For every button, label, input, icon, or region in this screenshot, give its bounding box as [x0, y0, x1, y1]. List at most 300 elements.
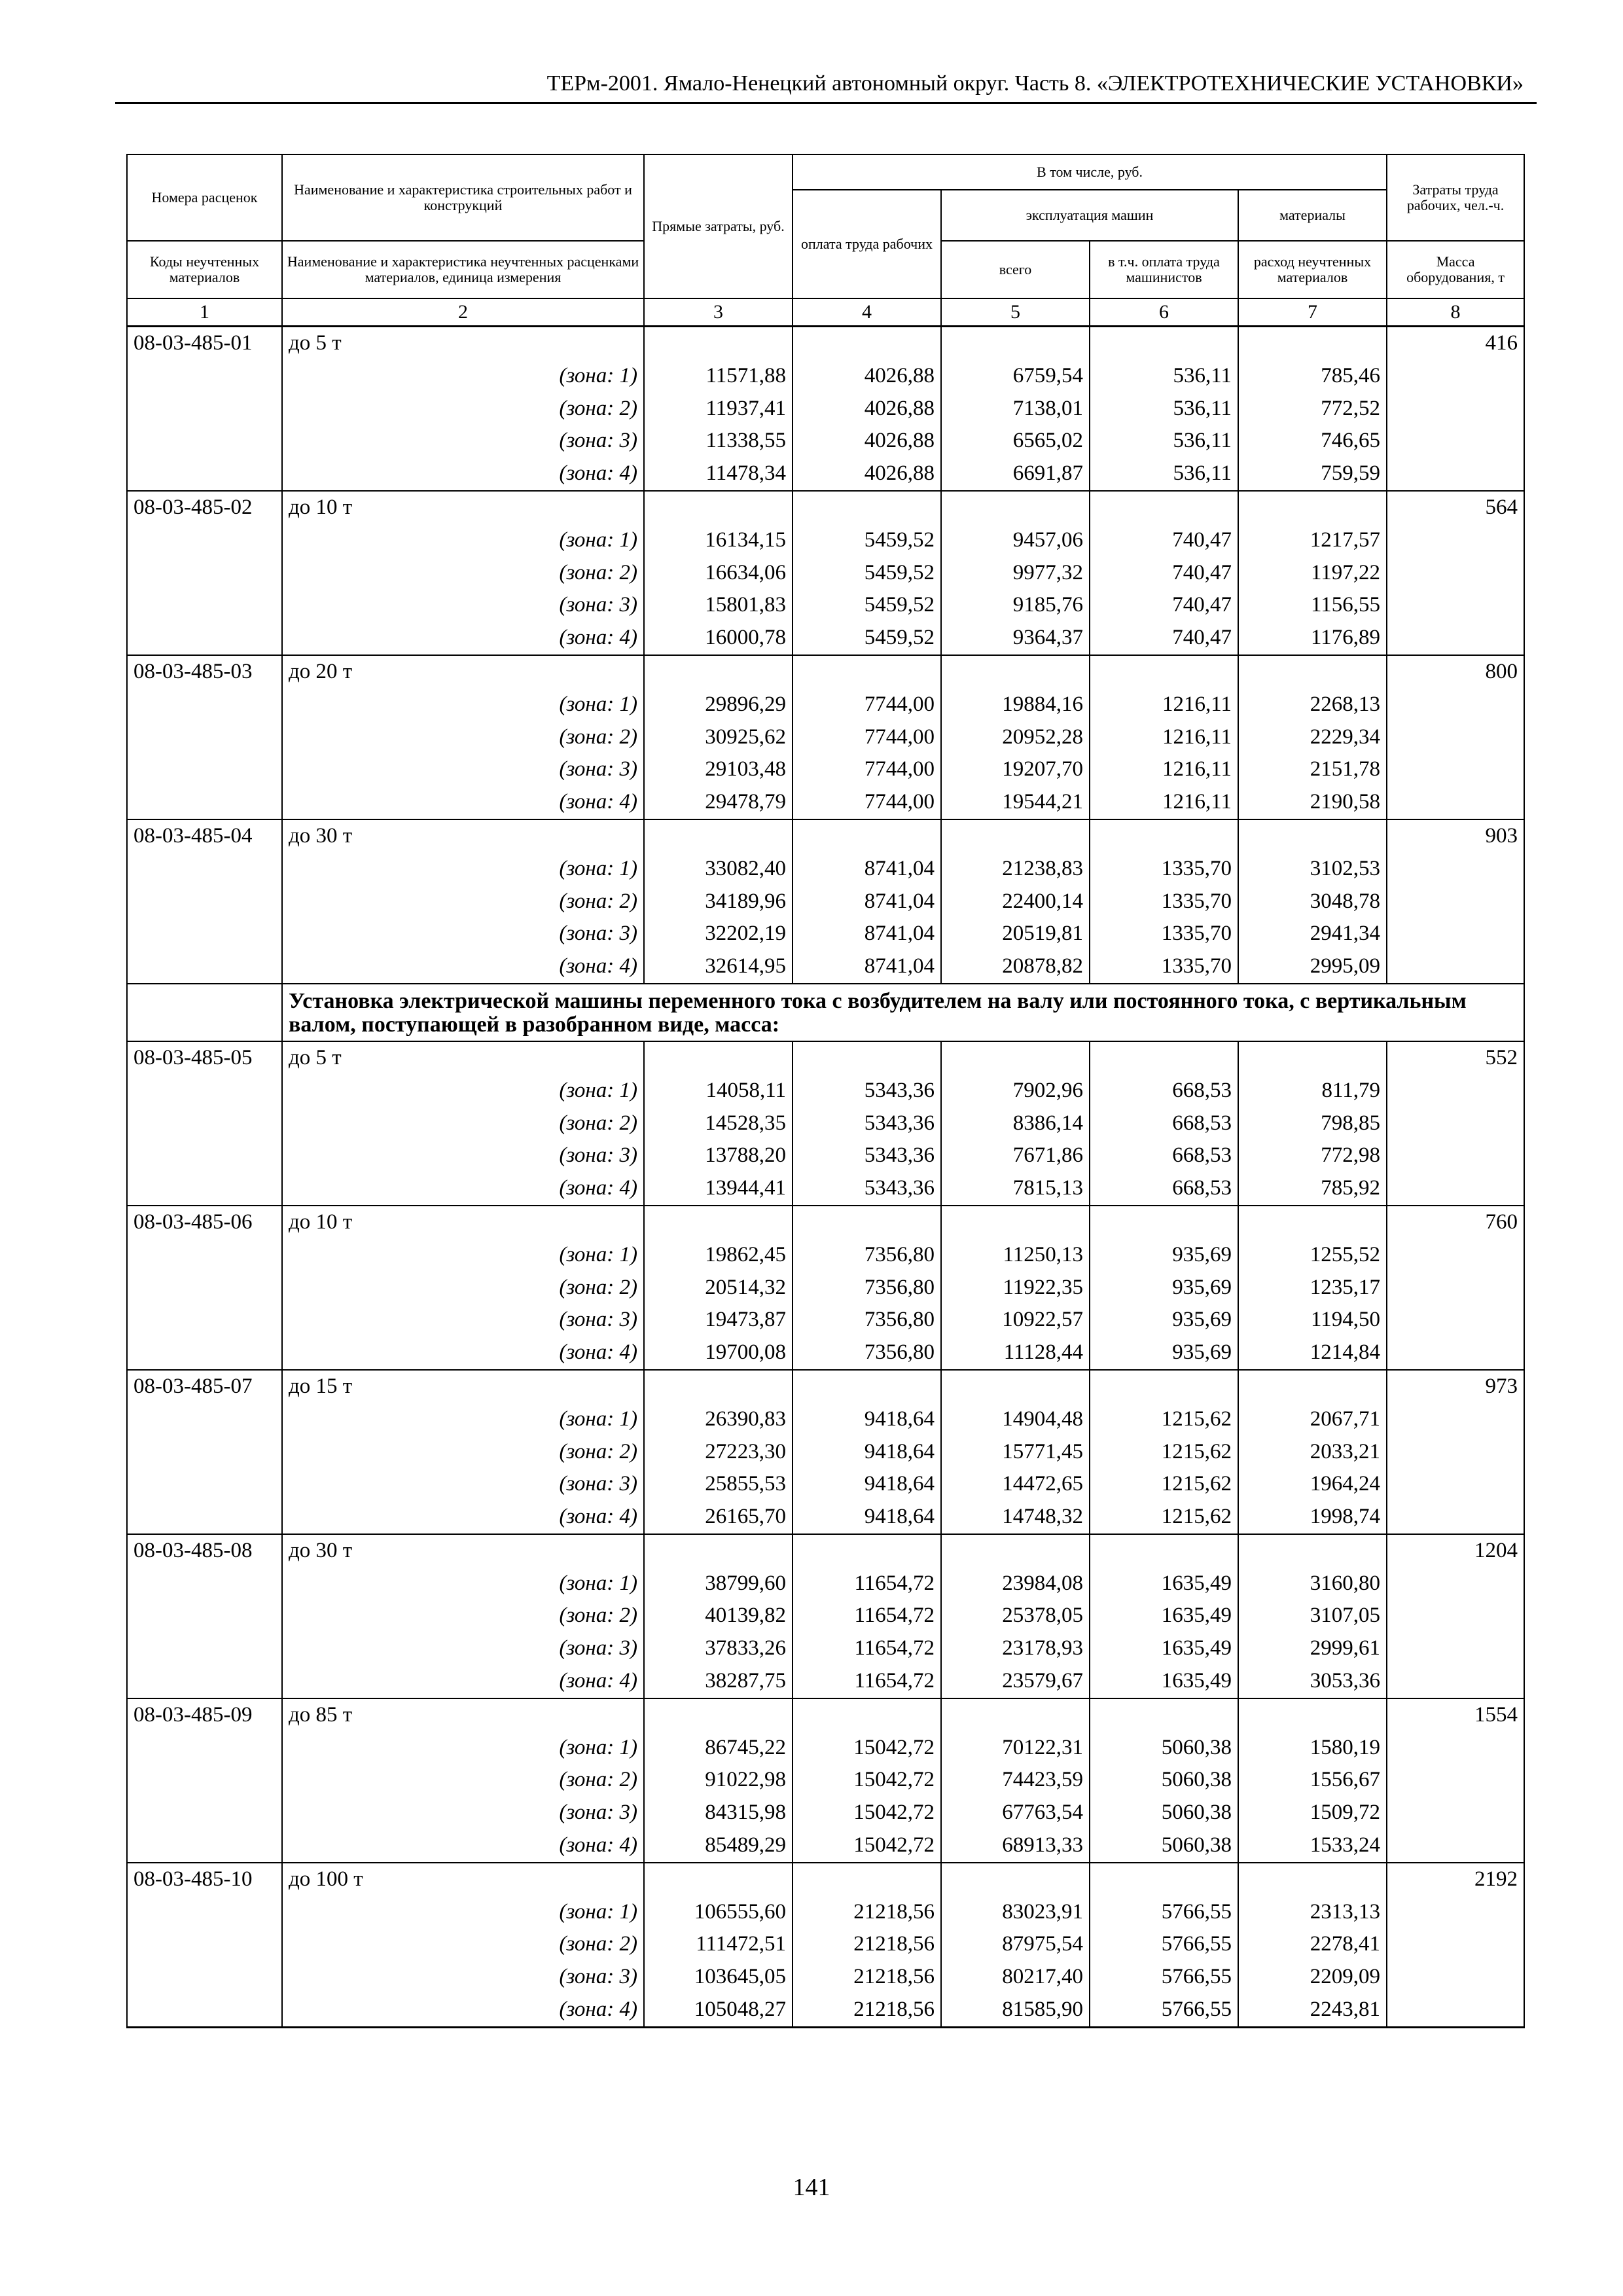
empty-cell — [1090, 1206, 1238, 1239]
zone-value: 87975,54 — [941, 1928, 1090, 1961]
empty-cell — [1387, 1272, 1524, 1304]
zone-value: 11571,88 — [644, 360, 793, 393]
zone-value: 7671,86 — [941, 1139, 1090, 1172]
zone-value: 772,98 — [1238, 1139, 1387, 1172]
rate-row — [127, 655, 1524, 689]
zone-value: 14904,48 — [941, 1403, 1090, 1436]
zone-row — [127, 1994, 1524, 2027]
zone-label: (зона: 2) — [282, 557, 644, 590]
zone-value: 32202,19 — [644, 918, 793, 950]
section-title: Установка электрической машины переменного тока с возбудителем на валу или постоянного тока, с вертикальным валом, поступающей в разобранном виде, масса: — [282, 984, 1524, 1041]
zone-value: 536,11 — [1090, 425, 1238, 457]
zone-value: 9977,32 — [941, 557, 1090, 590]
rate-code: 08-03-485-07 — [127, 1370, 282, 1403]
zone-label: (зона: 2) — [282, 1272, 644, 1304]
zone-value: 8741,04 — [793, 886, 941, 918]
zone-value: 1255,52 — [1238, 1239, 1387, 1272]
zone-value: 1235,17 — [1238, 1272, 1387, 1304]
zone-value: 3048,78 — [1238, 886, 1387, 918]
empty-cell — [1090, 655, 1238, 689]
zone-value: 7138,01 — [941, 393, 1090, 425]
empty-cell — [1387, 689, 1524, 721]
empty-cell — [941, 1370, 1090, 1403]
zone-value: 16134,15 — [644, 524, 793, 557]
empty-cell — [1387, 1304, 1524, 1336]
rate-code: 08-03-485-08 — [127, 1534, 282, 1568]
zone-row — [127, 1896, 1524, 1929]
empty-cell — [1387, 1468, 1524, 1501]
zone-value: 11478,34 — [644, 457, 793, 491]
zone-value: 7815,13 — [941, 1172, 1090, 1206]
zone-value: 13788,20 — [644, 1139, 793, 1172]
zone-value: 740,47 — [1090, 557, 1238, 590]
machines-header: эксплуатация машин — [941, 190, 1238, 241]
empty-cell — [1090, 327, 1238, 360]
zone-value: 740,47 — [1090, 589, 1238, 622]
zone-value: 14748,32 — [941, 1501, 1090, 1534]
zone-row — [127, 1797, 1524, 1829]
empty-cell — [793, 1370, 941, 1403]
zone-row — [127, 1961, 1524, 1994]
empty-cell — [793, 1698, 941, 1732]
empty-cell — [127, 689, 282, 721]
empty-cell — [941, 1534, 1090, 1568]
empty-cell — [1387, 753, 1524, 786]
zone-value: 111472,51 — [644, 1928, 793, 1961]
zone-value: 9418,64 — [793, 1436, 941, 1469]
rate-name: до 20 т — [282, 655, 644, 689]
zone-value: 37833,26 — [644, 1632, 793, 1665]
zone-value: 68913,33 — [941, 1829, 1090, 1863]
zone-value: 15042,72 — [793, 1829, 941, 1863]
zone-value: 8741,04 — [793, 853, 941, 886]
zone-label: (зона: 3) — [282, 1797, 644, 1829]
col1-subheader: Коды неучтенных материалов — [127, 241, 282, 298]
zone-row — [127, 1239, 1524, 1272]
empty-cell — [127, 1829, 282, 1863]
zone-value: 1964,24 — [1238, 1468, 1387, 1501]
zone-value: 1216,11 — [1090, 786, 1238, 819]
zone-value: 1335,70 — [1090, 853, 1238, 886]
zone-value: 9418,64 — [793, 1501, 941, 1534]
zone-value: 811,79 — [1238, 1075, 1387, 1107]
empty-cell — [1387, 524, 1524, 557]
rate-row — [127, 1534, 1524, 1568]
empty-cell — [644, 655, 793, 689]
empty-cell — [941, 1206, 1090, 1239]
rate-labor: 973 — [1387, 1370, 1524, 1403]
zone-value: 4026,88 — [793, 393, 941, 425]
zone-value: 9418,64 — [793, 1403, 941, 1436]
zone-value: 23178,93 — [941, 1632, 1090, 1665]
zone-label: (зона: 4) — [282, 950, 644, 984]
empty-cell — [1387, 1632, 1524, 1665]
zone-label: (зона: 2) — [282, 393, 644, 425]
empty-cell — [1387, 457, 1524, 491]
zone-row — [127, 360, 1524, 393]
zone-value: 7744,00 — [793, 721, 941, 754]
empty-cell — [1387, 622, 1524, 655]
col2-header: Наименование и характеристика строительных работ и конструкций — [282, 154, 644, 241]
empty-cell — [127, 753, 282, 786]
page-number: 141 — [793, 2174, 830, 2201]
zone-value: 4026,88 — [793, 360, 941, 393]
zone-value: 15042,72 — [793, 1797, 941, 1829]
zone-value: 23579,67 — [941, 1665, 1090, 1698]
zone-row — [127, 1468, 1524, 1501]
zone-value: 11654,72 — [793, 1600, 941, 1632]
zone-value: 74423,59 — [941, 1764, 1090, 1797]
incl-header: В том числе, руб. — [793, 154, 1387, 190]
rate-code: 08-03-485-05 — [127, 1041, 282, 1075]
zone-row — [127, 1829, 1524, 1863]
zone-value: 5459,52 — [793, 589, 941, 622]
empty-cell — [127, 1568, 282, 1600]
zone-label: (зона: 3) — [282, 1139, 644, 1172]
empty-cell — [127, 622, 282, 655]
zone-value: 2229,34 — [1238, 721, 1387, 754]
zone-value: 5060,38 — [1090, 1797, 1238, 1829]
zone-value: 84315,98 — [644, 1797, 793, 1829]
zone-row — [127, 393, 1524, 425]
empty-cell — [644, 491, 793, 524]
zone-value: 81585,90 — [941, 1994, 1090, 2027]
empty-cell — [1387, 1436, 1524, 1469]
zone-value: 1216,11 — [1090, 689, 1238, 721]
rate-row — [127, 1698, 1524, 1732]
empty-cell — [127, 1239, 282, 1272]
running-header — [115, 65, 1537, 104]
empty-cell — [1238, 1041, 1387, 1075]
zone-label: (зона: 3) — [282, 425, 644, 457]
zone-row — [127, 1304, 1524, 1336]
empty-cell — [127, 393, 282, 425]
zone-label: (зона: 4) — [282, 1665, 644, 1698]
zone-value: 103645,05 — [644, 1961, 793, 1994]
empty-cell — [644, 1041, 793, 1075]
zone-value: 85489,29 — [644, 1829, 793, 1863]
rate-name: до 100 т — [282, 1863, 644, 1896]
col-number: 8 — [1387, 298, 1524, 327]
zone-value: 1635,49 — [1090, 1568, 1238, 1600]
zone-row — [127, 524, 1524, 557]
zone-value: 9418,64 — [793, 1468, 941, 1501]
zone-value: 5060,38 — [1090, 1829, 1238, 1863]
zone-value: 1215,62 — [1090, 1436, 1238, 1469]
zone-label: (зона: 3) — [282, 1304, 644, 1336]
zone-value: 70122,31 — [941, 1732, 1090, 1765]
empty-cell — [127, 853, 282, 886]
empty-cell — [1387, 1139, 1524, 1172]
zone-value: 1556,67 — [1238, 1764, 1387, 1797]
zone-row — [127, 1336, 1524, 1370]
empty-cell — [1090, 1041, 1238, 1075]
zone-value: 2033,21 — [1238, 1436, 1387, 1469]
zone-value: 935,69 — [1090, 1239, 1238, 1272]
zone-row — [127, 1632, 1524, 1665]
zone-value: 9457,06 — [941, 524, 1090, 557]
empty-cell — [127, 557, 282, 590]
zone-value: 1335,70 — [1090, 918, 1238, 950]
empty-cell — [127, 1139, 282, 1172]
zone-value: 26390,83 — [644, 1403, 793, 1436]
rate-name: до 15 т — [282, 1370, 644, 1403]
empty-cell — [644, 1534, 793, 1568]
empty-cell — [1387, 393, 1524, 425]
zone-row — [127, 1107, 1524, 1140]
zone-value: 15042,72 — [793, 1764, 941, 1797]
zone-value: 10922,57 — [941, 1304, 1090, 1336]
zone-row — [127, 1403, 1524, 1436]
empty-cell — [127, 1501, 282, 1534]
zone-value: 29103,48 — [644, 753, 793, 786]
zone-label: (зона: 2) — [282, 1107, 644, 1140]
col6-header: в т.ч. оплата труда машинистов — [1090, 241, 1238, 298]
zone-label: (зона: 3) — [282, 1632, 644, 1665]
zone-value: 2209,09 — [1238, 1961, 1387, 1994]
zone-value: 9364,37 — [941, 622, 1090, 655]
empty-cell — [127, 1403, 282, 1436]
zone-value: 536,11 — [1090, 457, 1238, 491]
zone-value: 1197,22 — [1238, 557, 1387, 590]
section-row — [127, 984, 1524, 1041]
zone-value: 11922,35 — [941, 1272, 1090, 1304]
zone-value: 759,59 — [1238, 457, 1387, 491]
zone-value: 11338,55 — [644, 425, 793, 457]
rate-row — [127, 1206, 1524, 1239]
zone-value: 1580,19 — [1238, 1732, 1387, 1765]
zone-value: 3160,80 — [1238, 1568, 1387, 1600]
empty-cell — [1387, 1075, 1524, 1107]
zone-row — [127, 918, 1524, 950]
rate-name: до 10 т — [282, 1206, 644, 1239]
zone-value: 15771,45 — [941, 1436, 1090, 1469]
zone-value: 4026,88 — [793, 457, 941, 491]
zone-label: (зона: 3) — [282, 1468, 644, 1501]
zone-value: 38799,60 — [644, 1568, 793, 1600]
zone-label: (зона: 1) — [282, 1732, 644, 1765]
zone-value: 1176,89 — [1238, 622, 1387, 655]
empty-cell — [127, 1994, 282, 2027]
rate-labor: 800 — [1387, 655, 1524, 689]
zone-label: (зона: 1) — [282, 1403, 644, 1436]
zone-value: 19862,45 — [644, 1239, 793, 1272]
rate-code: 08-03-485-09 — [127, 1698, 282, 1732]
zone-value: 1335,70 — [1090, 950, 1238, 984]
zone-value: 5343,36 — [793, 1139, 941, 1172]
col8-header: Затраты труда рабочих, чел.-ч. — [1387, 154, 1524, 241]
rate-code: 08-03-485-06 — [127, 1206, 282, 1239]
empty-cell — [127, 1896, 282, 1929]
zone-value: 1216,11 — [1090, 721, 1238, 754]
zone-value: 1214,84 — [1238, 1336, 1387, 1370]
zone-value: 11654,72 — [793, 1665, 941, 1698]
zone-value: 6565,02 — [941, 425, 1090, 457]
table-body — [127, 327, 1524, 2028]
empty-cell — [127, 1436, 282, 1469]
zone-value: 2941,34 — [1238, 918, 1387, 950]
rates-table — [126, 154, 1525, 2028]
empty-cell — [1387, 950, 1524, 984]
zone-label: (зона: 3) — [282, 1961, 644, 1994]
zone-value: 5459,52 — [793, 622, 941, 655]
zone-label: (зона: 4) — [282, 457, 644, 491]
rate-name: до 5 т — [282, 1041, 644, 1075]
zone-value: 1635,49 — [1090, 1600, 1238, 1632]
zone-value: 19884,16 — [941, 689, 1090, 721]
empty-cell — [941, 1041, 1090, 1075]
rate-code: 08-03-485-10 — [127, 1863, 282, 1896]
zone-value: 935,69 — [1090, 1336, 1238, 1370]
zone-label: (зона: 1) — [282, 1568, 644, 1600]
col2-subheader: Наименование и характеристика неучтенных расценками материалов, единица измерения — [282, 241, 644, 298]
empty-cell — [793, 327, 941, 360]
zone-label: (зона: 2) — [282, 1600, 644, 1632]
empty-cell — [1387, 360, 1524, 393]
empty-cell — [1387, 1829, 1524, 1863]
zone-value: 33082,40 — [644, 853, 793, 886]
zone-value: 20878,82 — [941, 950, 1090, 984]
col1-header: Номера расценок — [127, 154, 282, 241]
empty-cell — [644, 1206, 793, 1239]
zone-label: (зона: 1) — [282, 853, 644, 886]
rate-name: до 85 т — [282, 1698, 644, 1732]
zone-value: 40139,82 — [644, 1600, 793, 1632]
empty-cell — [1387, 1600, 1524, 1632]
zone-value: 1194,50 — [1238, 1304, 1387, 1336]
empty-cell — [127, 360, 282, 393]
col3-header: Прямые затраты, руб. — [644, 154, 793, 298]
rate-code: 08-03-485-04 — [127, 819, 282, 853]
empty-cell — [127, 425, 282, 457]
empty-cell — [1387, 425, 1524, 457]
zone-label: (зона: 1) — [282, 360, 644, 393]
empty-cell — [127, 1304, 282, 1336]
zone-value: 3102,53 — [1238, 853, 1387, 886]
zone-value: 30925,62 — [644, 721, 793, 754]
zone-value: 21218,56 — [793, 1994, 941, 2027]
zone-value: 19207,70 — [941, 753, 1090, 786]
empty-cell — [1238, 327, 1387, 360]
zone-value: 1215,62 — [1090, 1501, 1238, 1534]
zone-value: 2268,13 — [1238, 689, 1387, 721]
empty-cell — [1387, 1764, 1524, 1797]
empty-cell — [127, 1632, 282, 1665]
zone-label: (зона: 3) — [282, 753, 644, 786]
col-number: 3 — [644, 298, 793, 327]
empty-cell — [1387, 589, 1524, 622]
rate-row — [127, 327, 1524, 360]
zone-value: 7902,96 — [941, 1075, 1090, 1107]
empty-cell — [127, 1732, 282, 1765]
col-number: 4 — [793, 298, 941, 327]
zone-label: (зона: 4) — [282, 1172, 644, 1206]
zone-value: 2243,81 — [1238, 1994, 1387, 2027]
zone-value: 106555,60 — [644, 1896, 793, 1929]
zone-value: 668,53 — [1090, 1075, 1238, 1107]
zone-value: 19473,87 — [644, 1304, 793, 1336]
empty-cell — [1238, 1863, 1387, 1896]
empty-cell — [1387, 1172, 1524, 1206]
zone-row — [127, 1732, 1524, 1765]
col7-header: расход неучтенных материалов — [1238, 241, 1387, 298]
zone-value: 1635,49 — [1090, 1632, 1238, 1665]
rate-row — [127, 819, 1524, 853]
zone-value: 27223,30 — [644, 1436, 793, 1469]
zone-row — [127, 1075, 1524, 1107]
zone-value: 9185,76 — [941, 589, 1090, 622]
zone-value: 5459,52 — [793, 524, 941, 557]
zone-value: 2278,41 — [1238, 1928, 1387, 1961]
empty-cell — [127, 886, 282, 918]
empty-cell — [793, 655, 941, 689]
zone-value: 8741,04 — [793, 950, 941, 984]
rate-name: до 5 т — [282, 327, 644, 360]
zone-value: 536,11 — [1090, 360, 1238, 393]
zone-label: (зона: 1) — [282, 1239, 644, 1272]
zone-value: 25855,53 — [644, 1468, 793, 1501]
empty-cell — [1387, 1107, 1524, 1140]
zone-value: 3053,36 — [1238, 1665, 1387, 1698]
empty-cell — [1090, 1370, 1238, 1403]
zone-label: (зона: 3) — [282, 918, 644, 950]
empty-cell — [1387, 557, 1524, 590]
zone-value: 20514,32 — [644, 1272, 793, 1304]
zone-value: 21238,83 — [941, 853, 1090, 886]
empty-cell — [941, 819, 1090, 853]
zone-value: 34189,96 — [644, 886, 793, 918]
zone-value: 11654,72 — [793, 1568, 941, 1600]
empty-cell — [1387, 886, 1524, 918]
zone-value: 29478,79 — [644, 786, 793, 819]
empty-cell — [1090, 819, 1238, 853]
empty-cell — [793, 819, 941, 853]
zone-row — [127, 1764, 1524, 1797]
zone-label: (зона: 2) — [282, 721, 644, 754]
empty-cell — [127, 1272, 282, 1304]
empty-cell — [1387, 721, 1524, 754]
zone-value: 7356,80 — [793, 1272, 941, 1304]
empty-cell — [127, 589, 282, 622]
zone-value: 2190,58 — [1238, 786, 1387, 819]
zone-value: 7356,80 — [793, 1336, 941, 1370]
empty-cell — [127, 918, 282, 950]
zone-label: (зона: 4) — [282, 622, 644, 655]
empty-cell — [127, 1075, 282, 1107]
zone-value: 5459,52 — [793, 557, 941, 590]
empty-cell — [1238, 491, 1387, 524]
zone-label: (зона: 1) — [282, 1075, 644, 1107]
zone-value: 5343,36 — [793, 1075, 941, 1107]
zone-value: 1998,74 — [1238, 1501, 1387, 1534]
zone-value: 3107,05 — [1238, 1600, 1387, 1632]
rate-labor: 1554 — [1387, 1698, 1524, 1732]
empty-cell — [1387, 1896, 1524, 1929]
empty-cell — [127, 984, 282, 1041]
empty-cell — [1387, 1994, 1524, 2027]
zone-row — [127, 753, 1524, 786]
empty-cell — [793, 1041, 941, 1075]
zone-value: 83023,91 — [941, 1896, 1090, 1929]
zone-value: 668,53 — [1090, 1107, 1238, 1140]
empty-cell — [127, 786, 282, 819]
zone-value: 19544,21 — [941, 786, 1090, 819]
empty-cell — [1387, 1797, 1524, 1829]
zone-value: 13944,41 — [644, 1172, 793, 1206]
empty-cell — [941, 491, 1090, 524]
zone-value: 6759,54 — [941, 360, 1090, 393]
zone-label: (зона: 1) — [282, 1896, 644, 1929]
